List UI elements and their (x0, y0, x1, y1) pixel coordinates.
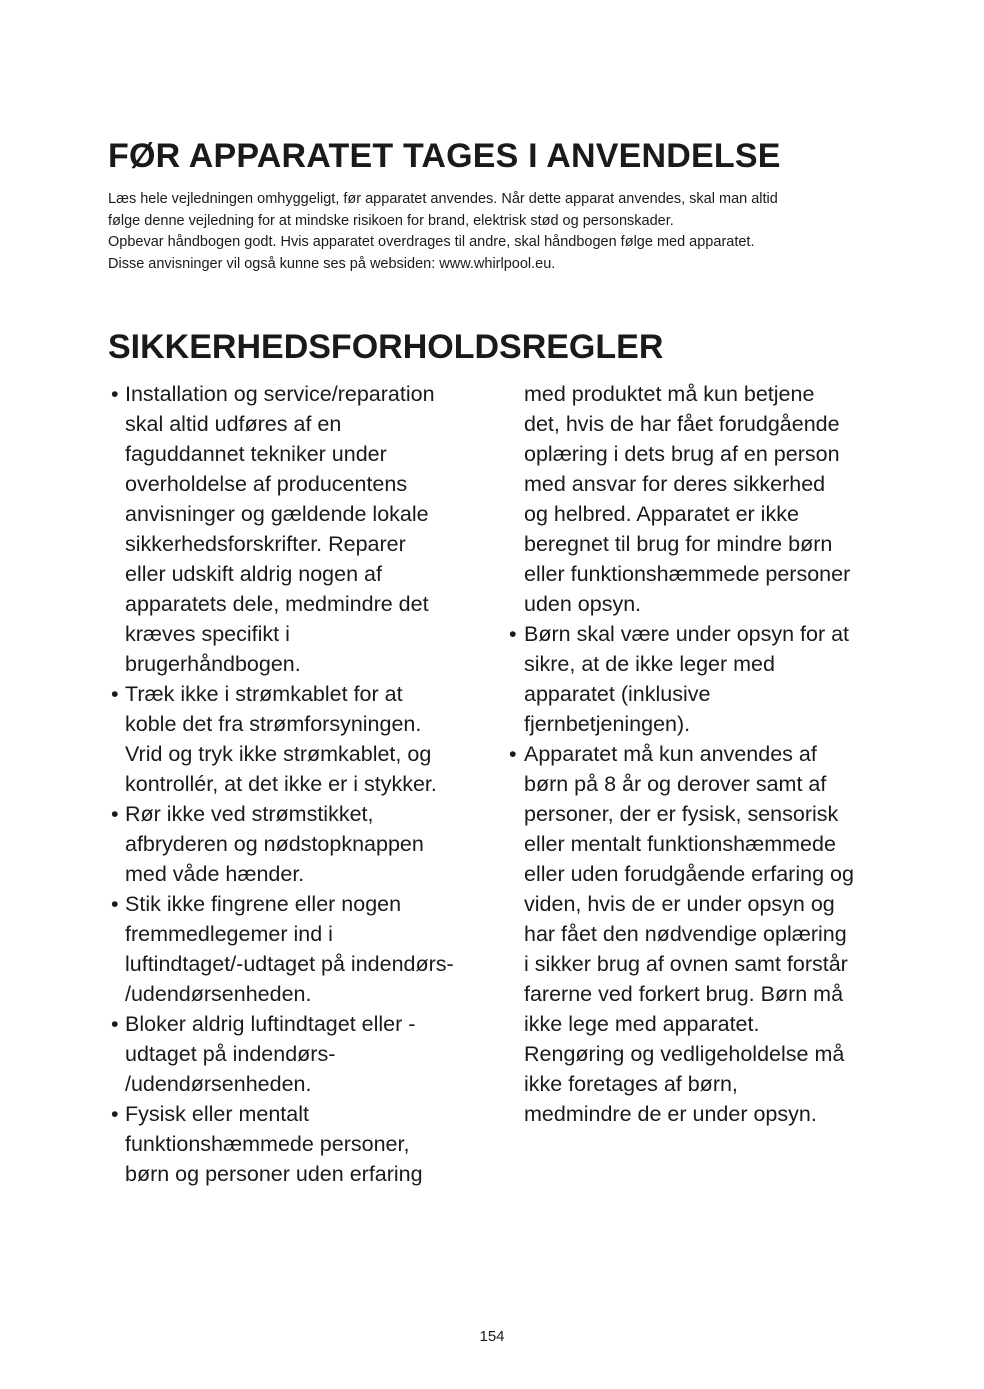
text-line: kræves specifikt i (125, 622, 290, 646)
text-line: overholdelse af producentens (125, 472, 408, 496)
intro-line: følge denne vejledning for at mindske risikoen for brand, elektrisk stød og personskader. (108, 212, 674, 229)
text-line: beregnet til brug for mindre børn (524, 532, 833, 556)
text-line: faguddannet tekniker under (125, 442, 387, 466)
text-line: og helbred. Apparatet er ikke (524, 502, 799, 526)
text-line: har fået den nødvendige oplæring (524, 922, 847, 946)
text-line: ikke lege med apparatet. (524, 1012, 760, 1036)
text-line: uden opsyn. (524, 592, 642, 616)
text-line: brugerhåndbogen. (125, 652, 301, 676)
text-line: anvisninger og gældende lokale (125, 502, 429, 526)
text-line: fremmedlegemer ind i (125, 922, 333, 946)
text-line: sikre, at de ikke leger med (524, 652, 775, 676)
text-line: /udendørsenheden. (125, 1072, 312, 1096)
text-line: med ansvar for deres sikkerhed (524, 472, 826, 496)
text-line: apparatet (inklusive (524, 682, 711, 706)
section-title: SIKKERHEDSFORHOLDSREGLER (108, 328, 664, 366)
text-line: Rengøring og vedligeholdelse må (524, 1042, 845, 1066)
text-line: skal altid udføres af en (125, 412, 342, 436)
text-line: eller udskift aldrig nogen af (125, 562, 382, 586)
intro-line: Disse anvisninger vil også kunne ses på websiden: www.whirlpool.eu. (108, 255, 556, 272)
text-line: i sikker brug af ovnen samt forstår (524, 952, 848, 976)
text-line: eller funktionshæmmede personer (524, 562, 851, 586)
text-line: • Børn skal være under opsyn for at (524, 622, 850, 646)
text-line: kontrollér, at det ikke er i stykker. (125, 772, 437, 796)
text-line: fjernbetjeningen). (524, 712, 691, 736)
bullet-item (108, 799, 488, 889)
text-line: luftindtaget/-udtaget på indendørs- (125, 952, 454, 976)
text-line: koble det fra strømforsyningen. (125, 712, 422, 736)
intro-line: Læs hele vejledningen omhyggeligt, før apparatet anvendes. Når dette apparat anvendes, skal man altid (108, 191, 778, 207)
text-line: med produktet må kun betjene (524, 382, 815, 406)
text-line: farerne ved forkert brug. Børn må (524, 982, 844, 1006)
text-line: • Stik ikke fingrene eller nogen (125, 892, 402, 916)
text-line: afbryderen og nødstopknappen (125, 832, 424, 856)
text-line: børn og personer uden erfaring (125, 1162, 423, 1186)
text-line: • Træk ikke i strømkablet for at (125, 682, 403, 706)
text-line: apparatets dele, medmindre det (125, 592, 429, 616)
bullet-item (108, 1009, 488, 1099)
text-line: det, hvis de har fået forudgående (524, 412, 840, 436)
text-line: • Fysisk eller mentalt (125, 1102, 309, 1126)
text-line: • Rør ikke ved strømstikket, (125, 802, 374, 826)
text-line: Vrid og tryk ikke strømkablet, og (125, 742, 432, 766)
text-line: • Bloker aldrig luftindtaget eller - (125, 1012, 416, 1036)
text-line: eller uden forudgående erfaring og (524, 862, 854, 886)
text-line: ikke foretages af børn, (524, 1072, 738, 1096)
bullet-item (506, 739, 886, 1129)
text-line: • Installation og service/reparation (125, 382, 435, 406)
bullet-item (506, 619, 886, 739)
text-line: personer, der er fysisk, sensorisk (524, 802, 839, 826)
bullet-item (108, 889, 488, 1009)
text-line: funktionshæmmede personer, (125, 1132, 410, 1156)
page-title: FØR APPARATET TAGES I ANVENDELSE (108, 137, 781, 175)
text-line: med våde hænder. (125, 862, 305, 886)
text-line: sikkerhedsforskrifter. Reparer (125, 532, 406, 556)
bullet-item (108, 379, 488, 679)
text-line: viden, hvis de er under opsyn og (524, 892, 835, 916)
text-line: oplæring i dets brug af en person (524, 442, 840, 466)
page-number: 154 (479, 1328, 505, 1345)
text-line: /udendørsenheden. (125, 982, 312, 1006)
bullet-continuation (506, 379, 886, 619)
text-line: medmindre de er under opsyn. (524, 1102, 817, 1126)
right-column (506, 379, 886, 1129)
bullet-item (108, 1099, 488, 1189)
intro-paragraph (108, 189, 888, 275)
bullet-item (108, 679, 488, 799)
text-line: • Apparatet må kun anvendes af (524, 742, 817, 766)
text-line: børn på 8 år og derover samt af (524, 772, 827, 796)
left-column (108, 379, 488, 1189)
intro-line: Opbevar håndbogen godt. Hvis apparatet overdrages til andre, skal håndbogen følge med apparatet. (108, 234, 755, 250)
text-line: udtaget på indendørs- (125, 1042, 336, 1066)
text-line: eller mentalt funktionshæmmede (524, 832, 836, 856)
